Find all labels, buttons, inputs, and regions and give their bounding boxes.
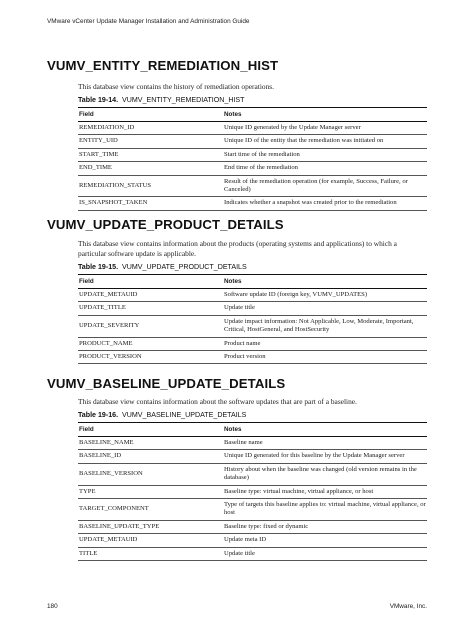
table-update-product-details [78, 274, 427, 364]
notes-cell: Update title [223, 547, 427, 560]
table-row [78, 122, 427, 135]
table-row [78, 463, 427, 485]
notes-cell: Unique ID generated by the Update Manager server [223, 122, 427, 135]
table-name: VUMV_ENTITY_REMEDIATION_HIST [122, 96, 245, 104]
field-cell: UPDATE_METAUID [78, 534, 223, 547]
table-row [78, 302, 427, 315]
table-caption [78, 411, 427, 419]
table-baseline-update-details [78, 422, 427, 561]
section-update-product-details [47, 217, 427, 364]
table-row [78, 197, 427, 210]
field-cell: UPDATE_METAUID [78, 289, 223, 302]
field-cell: TYPE [78, 485, 223, 498]
table-row [78, 175, 427, 197]
notes-cell: Software update ID (foreign key, VUMV_UPDATES) [223, 289, 427, 302]
column-header-notes: Notes [223, 275, 427, 289]
page-number: 180 [47, 603, 58, 610]
notes-cell: Update meta ID [223, 534, 427, 547]
column-header-field: Field [78, 423, 223, 437]
field-cell: UPDATE_SEVERITY [78, 315, 223, 337]
table-row [78, 499, 427, 521]
notes-cell: Baseline type: fixed or dynamic [223, 520, 427, 533]
notes-cell: History about when the baseline was changed (old version remains in the database) [223, 463, 427, 485]
column-header-field: Field [78, 108, 223, 122]
table-row [78, 485, 427, 498]
table-row [78, 148, 427, 161]
footer-company: VMware, Inc. [389, 603, 427, 610]
column-header-field: Field [78, 275, 223, 289]
section-description: This database view contains information about the products (operating systems and applications) to which a particular software update is applicable. [78, 239, 397, 258]
notes-cell: Result of the remediation operation (for example, Success, Failure, or Canceled) [223, 175, 427, 197]
section-title: VUMV_ENTITY_REMEDIATION_HIST [47, 58, 279, 73]
section-title: VUMV_UPDATE_PRODUCT_DETAILS [47, 217, 284, 232]
table-name: VUMV_BASELINE_UPDATE_DETAILS [122, 411, 247, 419]
field-cell: BASELINE_VERSION [78, 463, 223, 485]
table-row [78, 351, 427, 364]
table-row [78, 450, 427, 463]
table-row [78, 520, 427, 533]
table-number: Table 19-16. [78, 411, 119, 419]
field-cell: START_TIME [78, 148, 223, 161]
field-cell: BASELINE_UPDATE_TYPE [78, 520, 223, 533]
notes-cell: Baseline name [223, 437, 427, 450]
column-header-notes: Notes [223, 108, 427, 122]
table-header-row [78, 423, 427, 437]
running-header: VMware vCenter Update Manager Installation and Administration Guide [47, 18, 250, 25]
notes-cell: Unique ID of the entity that the remediation was initiated on [223, 135, 427, 148]
notes-cell: Unique ID generated for this baseline by the Update Manager server [223, 450, 427, 463]
section-description: This database view contains the history of remediation operations. [78, 82, 275, 91]
field-cell: IS_SNAPSHOT_TAKEN [78, 197, 223, 210]
table-row [78, 534, 427, 547]
table-row [78, 289, 427, 302]
table-caption [78, 263, 427, 271]
field-cell: REMEDIATION_STATUS [78, 175, 223, 197]
table-row [78, 337, 427, 350]
section-entity-remediation-hist [47, 58, 427, 211]
section-description: This database view contains information about the software updates that are part of a baseline. [78, 397, 357, 406]
field-cell: TARGET_COMPONENT [78, 499, 223, 521]
field-cell: PRODUCT_NAME [78, 337, 223, 350]
field-cell: END_TIME [78, 162, 223, 175]
field-cell: TITLE [78, 547, 223, 560]
notes-cell: Baseline type: virtual machine, virtual appliance, or host [223, 485, 427, 498]
table-row [78, 162, 427, 175]
table-header-row [78, 275, 427, 289]
section-baseline-update-details [47, 376, 427, 561]
table-row [78, 547, 427, 560]
section-title: VUMV_BASELINE_UPDATE_DETAILS [47, 376, 286, 391]
notes-cell: Product name [223, 337, 427, 350]
notes-cell: Product version [223, 351, 427, 364]
table-header-row [78, 108, 427, 122]
field-cell: BASELINE_NAME [78, 437, 223, 450]
table-name: VUMV_UPDATE_PRODUCT_DETAILS [122, 263, 247, 271]
table-caption [78, 96, 427, 104]
column-header-notes: Notes [223, 423, 427, 437]
table-number: Table 19-15. [78, 263, 119, 271]
table-entity-remediation-hist [78, 107, 427, 211]
field-cell: PRODUCT_VERSION [78, 351, 223, 364]
field-cell: BASELINE_ID [78, 450, 223, 463]
notes-cell: Type of targets this baseline applies to: virtual machine, virtual appliance, or host [223, 499, 427, 521]
table-number: Table 19-14. [78, 96, 119, 104]
notes-cell: Indicates whether a snapshot was created prior to the remediation [223, 197, 427, 210]
field-cell: UPDATE_TITLE [78, 302, 223, 315]
table-row [78, 135, 427, 148]
notes-cell: End time of the remediation [223, 162, 427, 175]
notes-cell: Start time of the remediation [223, 148, 427, 161]
table-row [78, 315, 427, 337]
field-cell: ENTITY_UID [78, 135, 223, 148]
notes-cell: Update impact information: Not Applicable, Low, Moderate, Important, Critical, HostGeneral, and HostSecurity [223, 315, 427, 337]
field-cell: REMEDIATION_ID [78, 122, 223, 135]
table-row [78, 437, 427, 450]
notes-cell: Update title [223, 302, 427, 315]
